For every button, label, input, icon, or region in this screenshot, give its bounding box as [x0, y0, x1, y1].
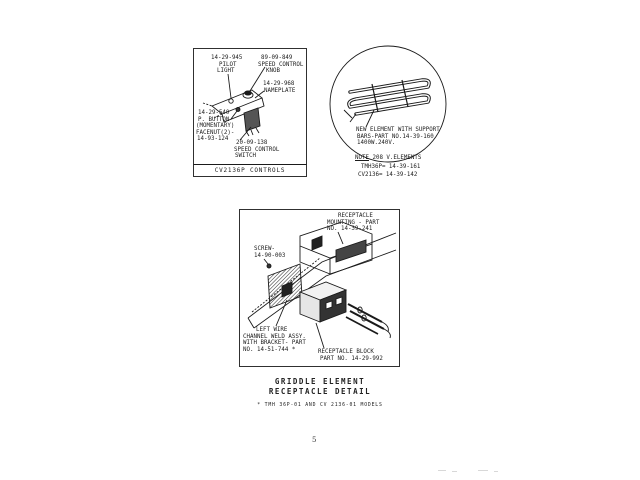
facenut-part-number: 14-93-124 [197, 136, 229, 142]
speed-control-switch-shape [244, 108, 260, 131]
speed-switch-label: SPEED CONTROL [234, 146, 280, 153]
receptacle-mounting-label: MOUNTING - PART [327, 219, 380, 226]
receptacle-mounting-part-number: NO. 14-39-241 [327, 226, 373, 232]
scan-artifacts [438, 470, 498, 472]
element-callout-line: 1400W.240V. [357, 140, 396, 146]
figure-subtitle: RECEPTACLE DETAIL [268, 387, 372, 396]
speed-switch-part-number: 20-09-138 [236, 140, 268, 146]
left-wire-channel-label: LEFT WIRE [256, 327, 288, 333]
left-wire-channel-part-number: NO. 14-51-744 * [243, 346, 296, 353]
nameplate-label: NAMEPLATE [264, 87, 296, 94]
screw-label: SCREW- [254, 246, 275, 252]
push-button-label: (MOMENTARY) [196, 123, 235, 129]
footnote: * TMH 36P-01 AND CV 2136-01 MODELS [257, 403, 383, 408]
receptacle-block-part-number: PART NO. 14-29-992 [320, 355, 383, 362]
push-button-label: P. BUTTON [198, 116, 230, 123]
nameplate-part-number: 14-29-968 [263, 81, 295, 87]
pilot-light-label: LIGHT [217, 68, 235, 74]
left-wire-channel-label: CHANNEL WELD ASSY. [243, 333, 306, 340]
facenut-label: FACENUT(2)- [196, 129, 235, 136]
receptacle-mounting-label: RECEPTACLE [338, 213, 373, 219]
element-callout-line: BARS-PART NO.14-39-160 [357, 133, 434, 140]
heating-element-drawing [344, 80, 429, 122]
element-callout-line: NEW ELEMENT WITH SUPPORT [356, 127, 440, 133]
screw-drawing [264, 259, 271, 268]
push-button-part-number: 14-29-540 [198, 110, 230, 116]
element-terminals-drawing [346, 304, 390, 338]
receptacle-block-drawing [300, 282, 346, 322]
controls-caption: CV2136P CONTROLS [214, 167, 286, 174]
page-number: 5 [312, 436, 317, 444]
speed-knob-part-number: 89-09-849 [261, 55, 293, 61]
speed-knob-label: SPEED CONTROL [258, 61, 304, 68]
note-text: 208 V.ELEMENTS [372, 155, 422, 161]
speed-knob-label: KNOB [266, 68, 280, 74]
note-line: TMH36P= 14-39-161 [361, 163, 421, 170]
pilot-light-label: PILOT [219, 61, 237, 68]
speed-switch-label: SWITCH [235, 153, 256, 159]
receptacle-block-label: RECEPTACLE BLOCK [318, 349, 374, 355]
note-label: NOTE [355, 155, 369, 161]
element-note [355, 155, 421, 161]
note-line: CV2136= 14-39-142 [358, 171, 418, 178]
pilot-light-part-number: 14-29-945 [211, 55, 243, 61]
figure-title: GRIDDLE ELEMENT [274, 377, 366, 386]
left-wire-channel-label: WITH BRACKET- PART [243, 340, 306, 346]
pilot-light-shape [229, 99, 233, 103]
screw-part-number: 14-90-003 [254, 252, 286, 259]
